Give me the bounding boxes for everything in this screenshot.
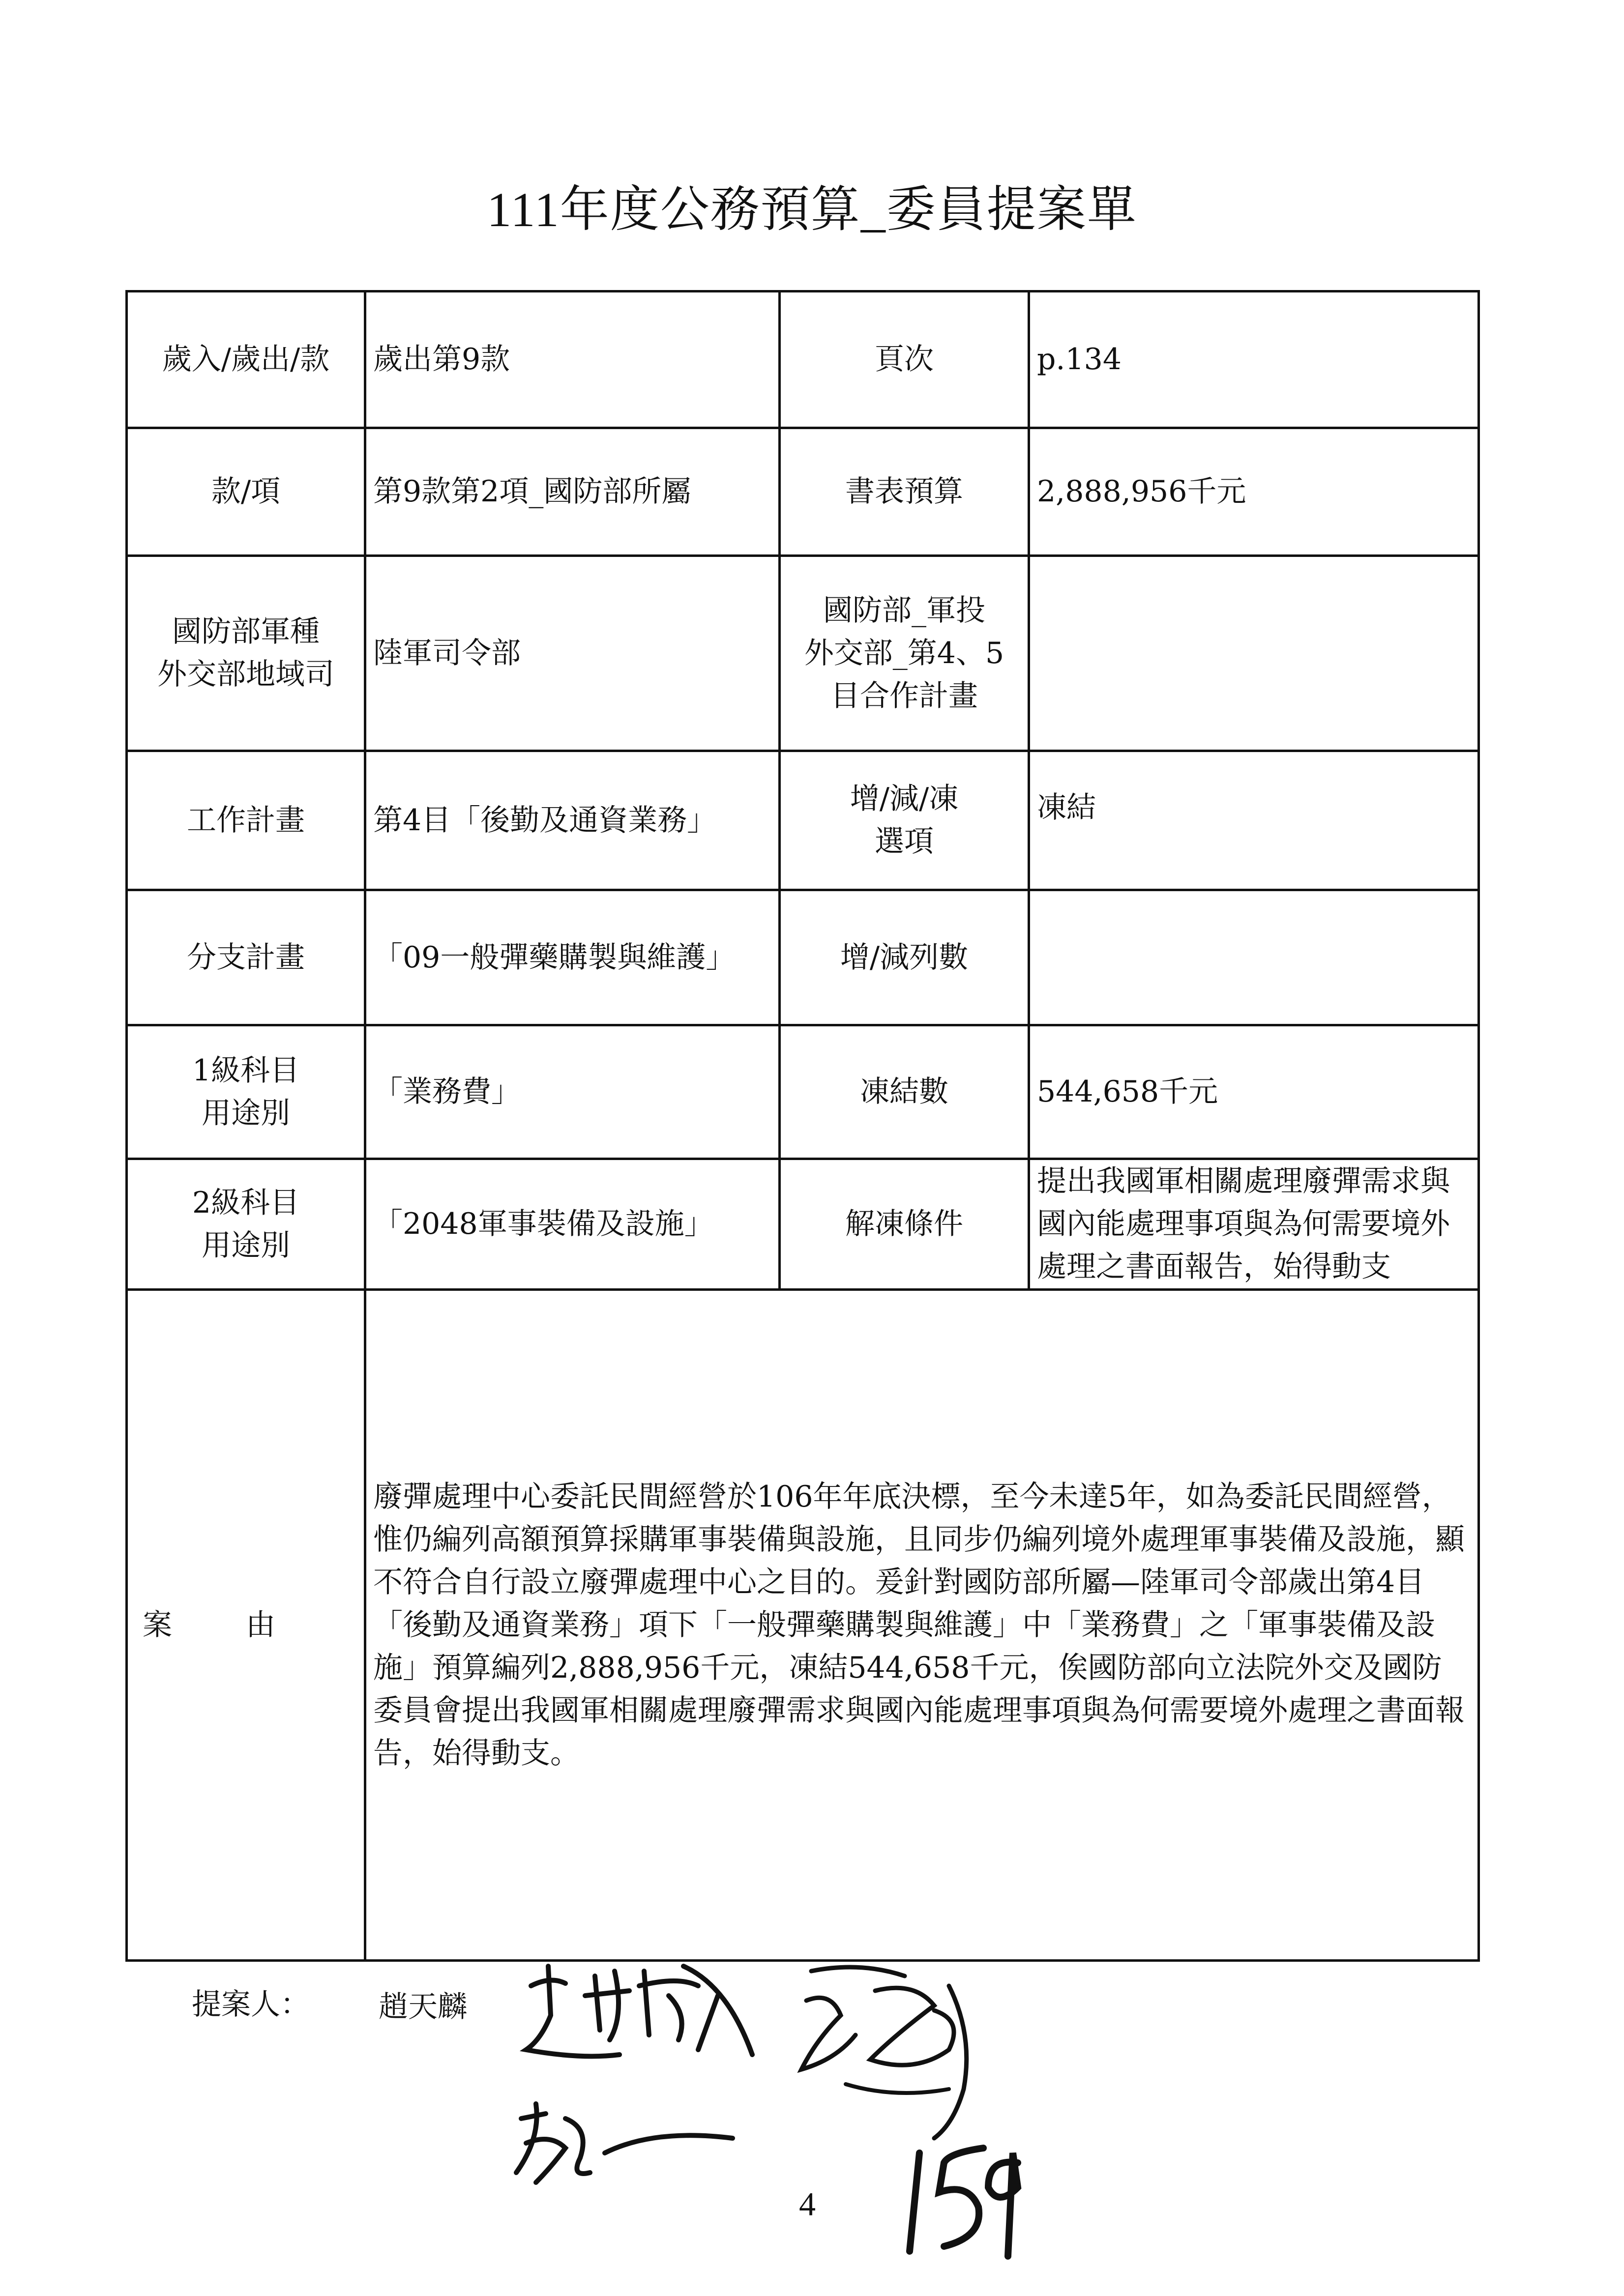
value-frozen-amount: 544,658千元	[1029, 1025, 1479, 1159]
value-adjust-option: 凍結	[1029, 751, 1479, 890]
value-level2-subject: 「2048軍事裝備及設施」	[365, 1159, 780, 1290]
label-page: 頁次	[780, 291, 1029, 428]
value-cooperation-plan	[1029, 556, 1479, 751]
value-unfreeze-condition: 提出我國軍相關處理廢彈需求與國內能處理事項與為何需要境外處理之書面報告，始得動支	[1029, 1159, 1479, 1290]
row-agency	[127, 556, 1479, 751]
label-cooperation-line-3: 目合作計畫	[830, 678, 978, 713]
label-level2-line-1: 2級科目	[192, 1185, 300, 1220]
signature-1	[521, 1956, 767, 2069]
page-number: 4	[799, 2185, 816, 2223]
value-statement-budget: 2,888,956千元	[1029, 428, 1479, 556]
value-level1-subject: 「業務費」	[365, 1025, 780, 1159]
value-reason: 廢彈處理中心委託民間經營於106年年底決標，至今未達5年，如為委託民間經營，惟仍編列高額預算採購軍事裝備與設施，且同步仍編列境外處理軍事裝備及設施，顯不符合自行設立廢彈處理中心之目的。爰針對國防部所屬—陸軍司令部歲出第4目「後勤及通資業務」項下「一般彈藥購製與維護」中「業務費」之「軍事裝備及設施」預算編列2,888,956千元，凍結544,658千元，俟國防部向立法院外交及國防委員會提出我國軍相關處理廢彈需求與國內能處理事項與為何需要境外處理之書面報告，始得動支。	[365, 1290, 1479, 1961]
label-adjust-amount: 增/減列數	[780, 890, 1029, 1025]
value-work-plan: 第4目「後勤及通資業務」	[365, 751, 780, 890]
proposal-form-table	[125, 290, 1480, 1962]
row-item	[127, 428, 1479, 556]
label-item: 款/項	[127, 428, 365, 556]
label-statement-budget: 書表預算	[780, 428, 1029, 556]
label-adjust-option-line-2: 選項	[875, 824, 934, 859]
label-cooperation-line-2: 外交部_第4、5	[804, 636, 1004, 670]
row-level2-subject	[127, 1159, 1479, 1290]
row-sub-plan	[127, 890, 1479, 1025]
value-page: p.134	[1029, 291, 1479, 428]
value-agency: 陸軍司令部	[365, 556, 780, 751]
label-cooperation-line-1: 國防部_軍投	[823, 593, 985, 628]
label-agency-line-2: 外交部地域司	[157, 657, 334, 692]
value-adjust-amount	[1029, 890, 1479, 1025]
signature-3	[506, 2099, 742, 2187]
value-item: 第9款第2項_國防部所屬	[365, 428, 780, 556]
label-reason: 案由	[127, 1290, 365, 1961]
row-reason	[127, 1290, 1479, 1961]
label-sub-plan: 分支計畫	[127, 890, 365, 1025]
proposer-label: 提案人：	[192, 1987, 310, 2022]
label-adjust-option	[780, 751, 1029, 890]
label-level1-line-1: 1級科目	[192, 1053, 300, 1088]
row-work-plan	[127, 751, 1479, 890]
label-agency-line-1: 國防部軍種	[172, 614, 320, 649]
row-budget-section	[127, 291, 1479, 428]
handwritten-number	[890, 2133, 1037, 2271]
label-work-plan: 工作計畫	[127, 751, 365, 890]
label-level2-subject	[127, 1159, 365, 1290]
label-unfreeze-condition: 解凍條件	[780, 1159, 1029, 1290]
proposer-name: 趙天麟	[379, 1990, 467, 2024]
label-level2-line-2: 用途別	[202, 1228, 290, 1263]
row-level1-subject	[127, 1025, 1479, 1159]
label-agency	[127, 556, 365, 751]
label-level1-line-2: 用途別	[202, 1096, 290, 1131]
value-budget-section: 歲出第9款	[365, 291, 780, 428]
label-frozen-amount: 凍結數	[780, 1025, 1029, 1159]
label-cooperation-plan	[780, 556, 1029, 751]
label-adjust-option-line-1: 增/減/凍	[850, 782, 959, 816]
label-budget-section: 歲入/歲出/款	[127, 291, 365, 428]
page-title: 111年度公務預算_委員提案單	[487, 182, 1137, 237]
label-level1-subject	[127, 1025, 365, 1159]
value-sub-plan: 「09一般彈藥購製與維護」	[365, 890, 780, 1025]
